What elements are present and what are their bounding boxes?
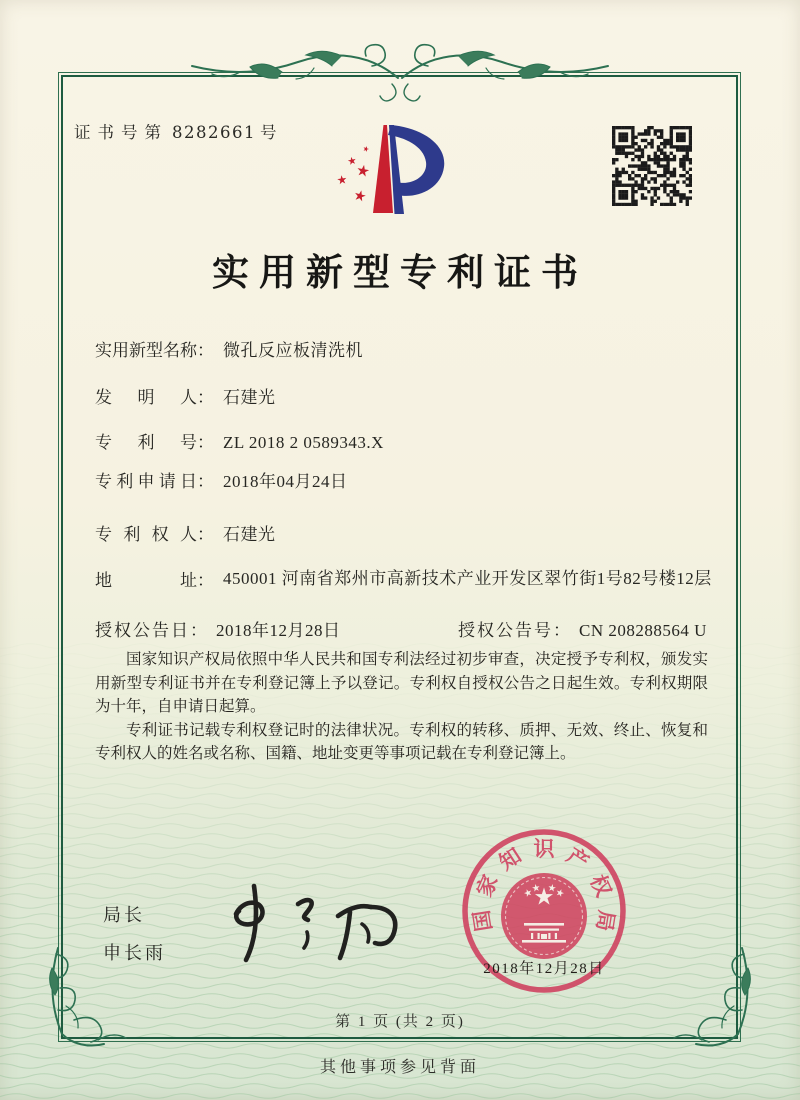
certificate-number (74, 119, 277, 143)
field-value: 石建光 (223, 525, 276, 544)
field-row-grant (95, 616, 707, 641)
field-colon: ： (197, 571, 214, 590)
field-value: 石建光 (223, 388, 276, 407)
field-label: 实 用 新 型 名 称 (95, 341, 197, 360)
logo-stars (337, 145, 370, 202)
field-label: 专 利 申 请 日 (95, 472, 197, 491)
field-colon: ： (197, 341, 214, 360)
field-row-filing-date (95, 467, 348, 492)
top-border-dragon-ornament (178, 42, 622, 108)
legal-text-block (95, 648, 708, 766)
signer-title: 局长 (103, 905, 145, 925)
svg-text:家: 家 (472, 871, 503, 901)
signer-block (103, 901, 166, 965)
field-value: 450001 河南省郑州市高新技术产业开发区翠竹街1号82号楼12层 (223, 569, 712, 588)
certificate-number-value: 8282661 (172, 123, 256, 142)
svg-text:权: 权 (585, 871, 616, 901)
field-row-patent-number (95, 428, 384, 453)
svg-text:知: 知 (494, 843, 526, 875)
field-value: 微孔反应板清洗机 (223, 341, 363, 360)
legal-paragraph-1: 国家知识产权局依照中华人民共和国专利法经过初步审查，决定授予专利权，颁发实用新型专利证书并在专利登记簿上予以登记。专利权自授权公告之日起生效。专利权期限为十年，自申请日起算。 (95, 651, 708, 716)
grant-date-pair (95, 621, 341, 640)
svg-text:国: 国 (469, 908, 497, 933)
svg-text:局: 局 (591, 908, 619, 933)
back-side-note: 其他事项参见背面 (319, 1059, 480, 1076)
field-colon: ： (197, 472, 214, 491)
certificate-title: 实用新型专利证书 (212, 253, 588, 294)
field-value: 2018年04月24日 (223, 472, 348, 491)
qr-code (612, 126, 692, 206)
field-row-utility-model-name (95, 336, 363, 361)
field-label: 专 利 权 人 (95, 525, 197, 544)
svg-text:产: 产 (562, 843, 594, 875)
grant-number-label: 授权公告号 (458, 621, 553, 640)
signer-name: 申长雨 (103, 943, 166, 963)
bottom-right-corner-ornament (650, 946, 754, 1052)
seal-national-emblem (501, 873, 587, 959)
field-row-inventor (95, 383, 276, 408)
field-label: 发 明 人 (95, 388, 197, 407)
certificate-number-prefix: 证书号第 (74, 123, 168, 142)
svg-text:识: 识 (533, 837, 555, 861)
field-label: 地 址 (95, 571, 197, 590)
field-colon: ： (190, 621, 207, 640)
certificate-number-suffix: 号 (260, 123, 277, 142)
logo-blue-p (388, 125, 444, 214)
field-value: ZL 2018 2 0589343.X (223, 433, 384, 452)
grant-number-pair (458, 616, 707, 641)
field-label: 专 利 号 (95, 433, 197, 452)
field-row-patentee (95, 520, 276, 545)
seal-date: 2018年12月28日 (483, 961, 605, 977)
field-colon: ： (197, 525, 214, 544)
cnipa-logo-icon (325, 113, 465, 223)
field-colon: ： (197, 433, 214, 452)
director-signature (212, 874, 422, 966)
field-colon: ： (553, 621, 570, 640)
page-number: 第 1 页 (共 2 页) (335, 1014, 465, 1030)
grant-number-value: CN 208288564 U (579, 621, 707, 640)
field-row-address (95, 566, 728, 591)
legal-paragraph-2: 专利证书记载专利权登记时的法律状况。专利权的转移、质押、无效、终止、恢复和专利权人的姓名或名称、国籍、地址变更等事项记载在专利登记簿上。 (95, 721, 708, 763)
field-colon: ： (197, 388, 214, 407)
grant-date-label: 授权公告日 (95, 621, 190, 640)
grant-date-value: 2018年12月28日 (216, 621, 341, 640)
